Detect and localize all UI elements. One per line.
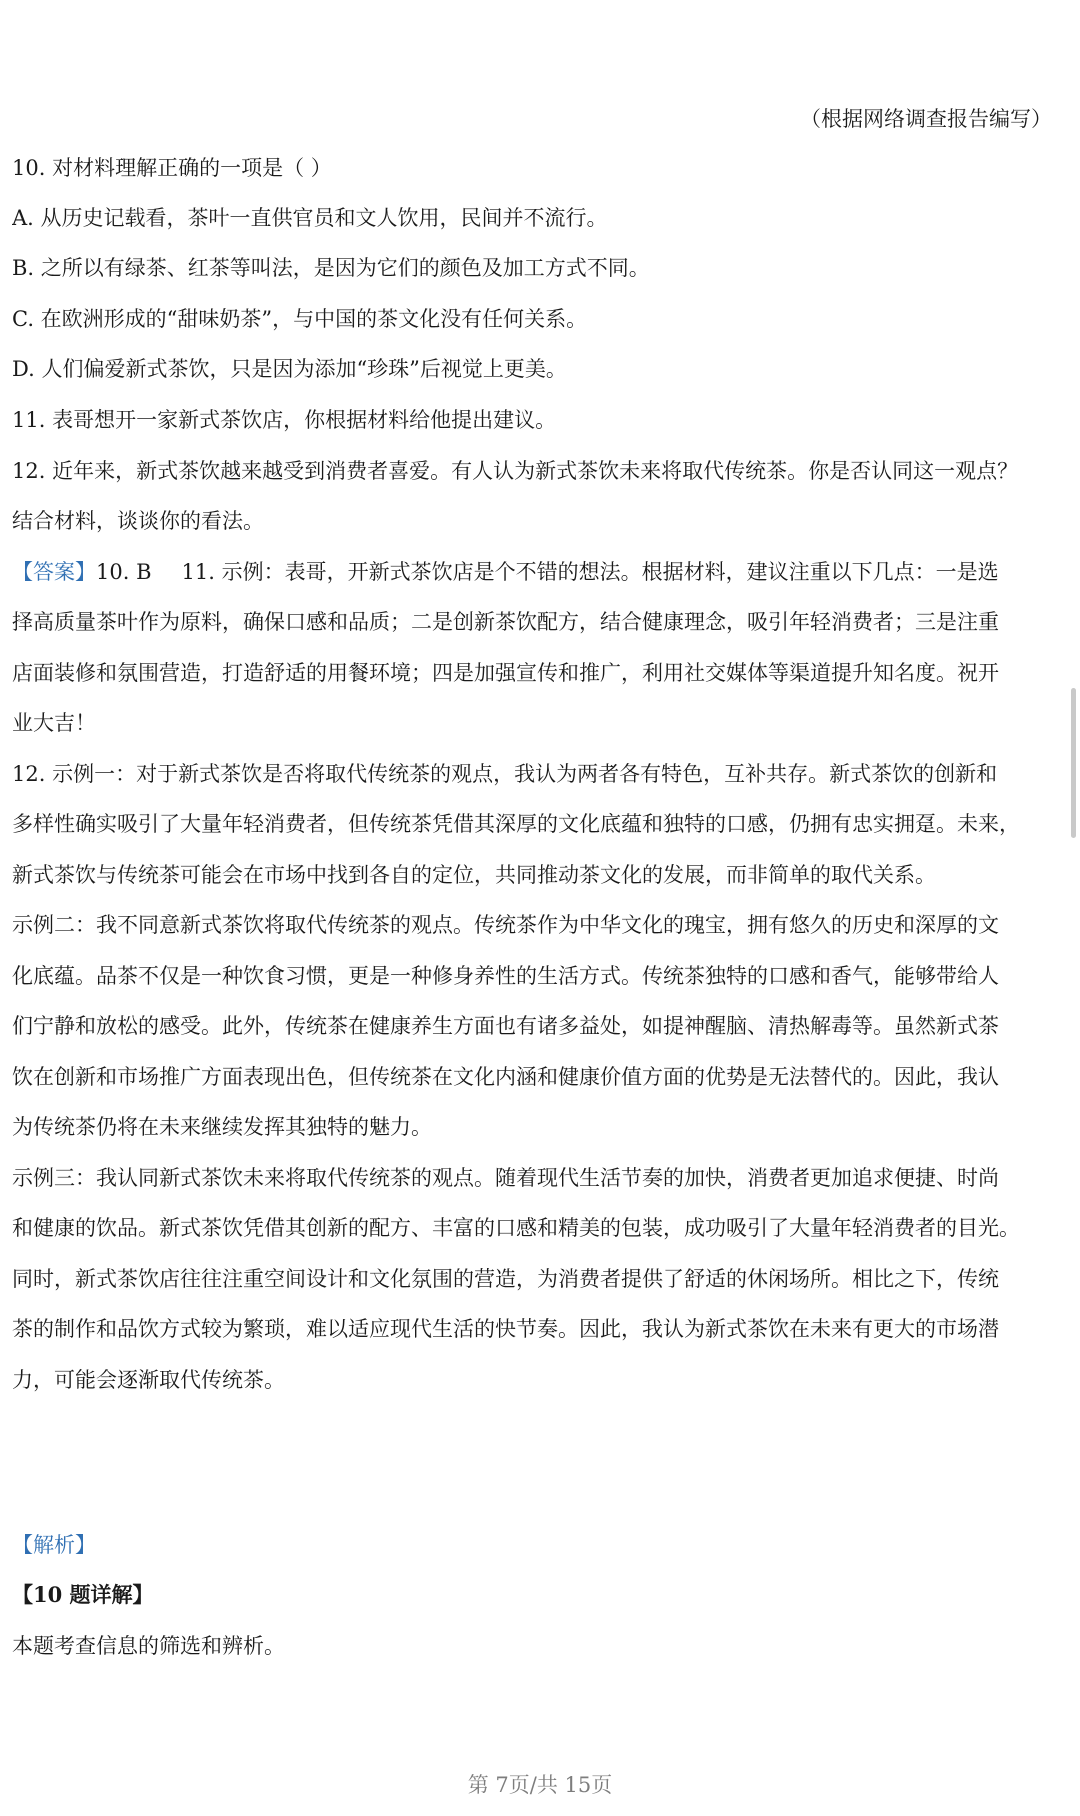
q12-stem-line-1: 12. 近年来，新式茶饮越来越受到消费者喜爱。有人认为新式茶饮未来将取代传统茶。你是否认同这一观点？: [12, 459, 1019, 483]
q12-stem-line-2: 结合材料，谈谈你的看法。: [12, 509, 264, 533]
q10-option-a: A. 从历史记载看，茶叶一直供官员和文人饮用，民间并不流行。: [12, 206, 608, 230]
answer-text-line: 茶的制作和品饮方式较为繁琐，难以适应现代生活的快节奏。因此，我认为新式茶饮在未来有更大的市场潜: [12, 1317, 999, 1341]
q10-stem: 10. 对材料理解正确的一项是（ ）: [12, 156, 332, 180]
q10-option-c: C. 在欧洲形成的“甜味奶茶”，与中国的茶文化没有任何关系。: [12, 307, 588, 331]
source-note: （根据网络调查报告编写）: [800, 107, 1052, 131]
q10-option-b: B. 之所以有绿茶、红茶等叫法，是因为它们的颜色及加工方式不同。: [12, 256, 650, 280]
answer-line-1: [12, 557, 1070, 587]
q10-answer: 10. B: [96, 560, 152, 584]
answer-text-line: 店面装修和氛围营造，打造舒适的用餐环境；四是加强宣传和推广，利用社交媒体等渠道提升知名度。祝开: [12, 661, 999, 685]
answer-text-line: 力，可能会逐渐取代传统茶。: [12, 1368, 285, 1392]
answer-text-line: 业大吉！: [12, 711, 96, 735]
answer-text-line: 和健康的饮品。新式茶饮凭借其创新的配方、丰富的口感和精美的包装，成功吸引了大量年轻消费者的目光。: [12, 1216, 1020, 1240]
answer-text-line: 新式茶饮与传统茶可能会在市场中找到各自的定位，共同推动茶文化的发展，而非简单的取代关系。: [12, 863, 936, 887]
answer-text-line: 化底蕴。品茶不仅是一种饮食习惯，更是一种修身养性的生活方式。传统茶独特的口感和香气，能够带给人: [12, 964, 999, 988]
scrollbar-thumb[interactable]: [1071, 688, 1076, 838]
answer-text-line: 为传统茶仍将在未来继续发挥其独特的魅力。: [12, 1115, 432, 1139]
q11-stem: 11. 表哥想开一家新式茶饮店，你根据材料给他提出建议。: [12, 408, 557, 432]
analysis-tag: 【解析】: [12, 1533, 96, 1557]
page-number: 第 7页/共 15页: [467, 1773, 613, 1797]
answer-text-line: 饮在创新和市场推广方面表现出色，但传统茶在文化内涵和健康价值方面的优势是无法替代的。因此，我认: [12, 1065, 999, 1089]
q10-analysis-heading: 【10 题详解】: [12, 1582, 154, 1607]
answer-text-line: 多样性确实吸引了大量年轻消费者，但传统茶凭借其深厚的文化底蕴和独特的口感，仍拥有忠实拥趸。未来，: [12, 812, 1020, 836]
answer-text-line: 示例三：我认同新式茶饮未来将取代传统茶的观点。随着现代生活节奏的加快，消费者更加追求便捷、时尚: [12, 1166, 999, 1190]
answer-text-line: 示例二：我不同意新式茶饮将取代传统茶的观点。传统茶作为中华文化的瑰宝，拥有悠久的历史和深厚的文: [12, 913, 999, 937]
answer-text-line: 12. 示例一：对于新式茶饮是否将取代传统茶的观点，我认为两者各有特色，互补共存。新式茶饮的创新和: [12, 762, 998, 786]
q10-analysis-text: 本题考查信息的筛选和辨析。: [12, 1634, 285, 1658]
answer-text-line: 11. 示例：表哥，开新式茶饮店是个不错的想法。根据材料，建议注重以下几点：一是选: [181, 560, 999, 584]
answer-text-line: 择高质量茶叶作为原料，确保口感和品质；二是创新茶饮配方，结合健康理念，吸引年轻消费者；三是注重: [12, 610, 999, 634]
answer-text-line: 们宁静和放松的感受。此外，传统茶在健康养生方面也有诸多益处，如提神醒脑、清热解毒等。虽然新式茶: [12, 1014, 999, 1038]
q10-option-d: D. 人们偏爱新式茶饮，只是因为添加“珍珠”后视觉上更美。: [12, 357, 567, 381]
answer-tag: 【答案】: [12, 560, 96, 584]
answer-text-line: 同时，新式茶饮店往往注重空间设计和文化氛围的营造，为消费者提供了舒适的休闲场所。相比之下，传统: [12, 1267, 999, 1291]
